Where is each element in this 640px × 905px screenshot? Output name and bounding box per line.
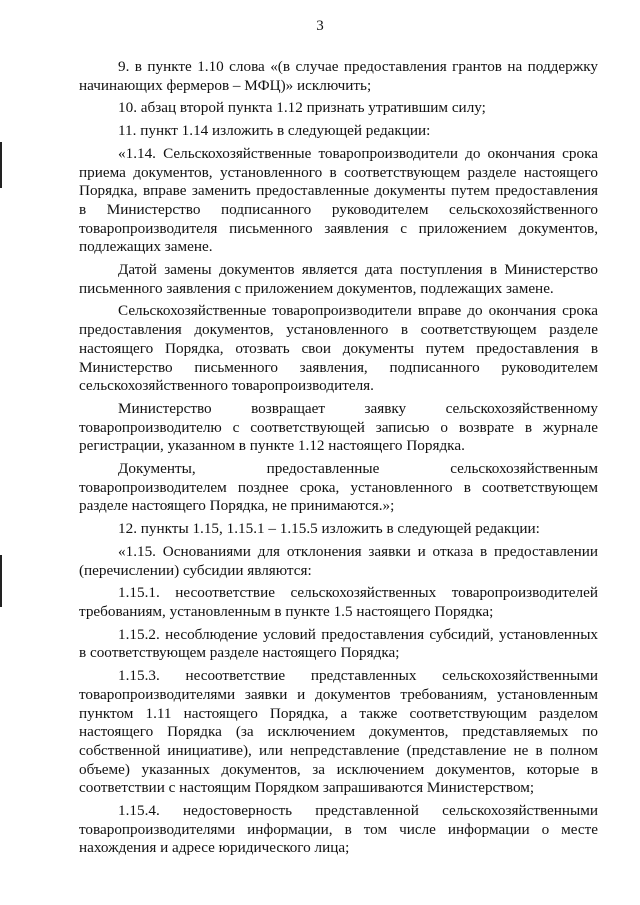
paragraph-item-12: 12. пункты 1.15, 1.15.1 – 1.15.5 изложить в следующей редакции: [118, 520, 540, 538]
paragraph-1-15-4: 1.15.4. недостоверность представленной сельскохозяйственными товаропроизводителями информации, в том числе информации о месте нахождения и адресе юридического лица; [79, 802, 598, 857]
paragraph-item-11: 11. пункт 1.14 изложить в следующей редакции: [118, 122, 431, 140]
paragraph-1-15: «1.15. Основаниями для отклонения заявки и отказа в предоставлении (перечислении) субсидии являются: [79, 542, 598, 579]
paragraph-replacement-date: Датой замены документов является дата поступления в Министерство письменного заявления с приложением документов, подлежащих замене. [79, 261, 598, 297]
paragraph-1-15-2: 1.15.2. несоблюдение условий предоставления субсидий, установленных в соответствующем разделе настоящего Порядка; [79, 625, 598, 662]
document-body [79, 58, 598, 862]
paragraph-1-14: «1.14. Сельскохозяйственные товаропроизводители до окончания срока приема документов, установленного в соответствующем разделе настоящего Порядка, вправе заменить предоставленные документы путем предоставления в Министерство подписанного руководителем сельскохозяйственного товаропроизводителя письменного заявления с приложением документов, подлежащих замене. [79, 144, 598, 256]
paragraph-1-15-3: 1.15.3. несоответствие представленных сельскохозяйственными товаропроизводителями заявки и документов требованиям, установленным пунктом 1.11 настоящего Порядка, а также соответствующим разделом настоящего Порядка (за исключением документов, представляемых по собственной инициативе), или непредставление (представление не в полном объеме) указанных документов, за исключением документов, которые в соответствии с настоящим Порядком запрашиваются Министерством; [79, 667, 598, 797]
margin-mark-left-lower [0, 555, 2, 607]
paragraph-item-10: 10. абзац второй пункта 1.12 признать утратившим силу; [118, 99, 486, 117]
margin-mark-left-upper [0, 142, 2, 188]
paragraph-withdraw-documents: Сельскохозяйственные товаропроизводители вправе до окончания срока предоставления документов, установленного в соответствующем разделе настоящего Порядка, отозвать свои документы путем предоставления в Министерство письменного заявления, подписанного руководителем сельскохозяйственного товаропроизводителя. [79, 302, 598, 395]
paragraph-late-documents: Документы, предоставленные сельскохозяйственным товаропроизводителем позднее срока, установленного в соответствующем разделе настоящего Порядка, не принимаются.»; [79, 460, 598, 515]
paragraph-item-9: 9. в пункте 1.10 слова «(в случае предоставления грантов на поддержку начинающих фермеров – МФЦ)» исключить; [79, 58, 598, 94]
page-number: 3 [316, 18, 324, 34]
paragraph-ministry-returns: Министерство возвращает заявку сельскохозяйственному товаропроизводителю с соответствующей записью о возврате в журнале регистрации, указанном в пункте 1.12 настоящего Порядка. [79, 399, 598, 455]
paragraph-1-15-1: 1.15.1. несоответствие сельскохозяйственных товаропроизводителей требованиям, установленным в пункте 1.5 настоящего Порядка; [79, 584, 598, 620]
